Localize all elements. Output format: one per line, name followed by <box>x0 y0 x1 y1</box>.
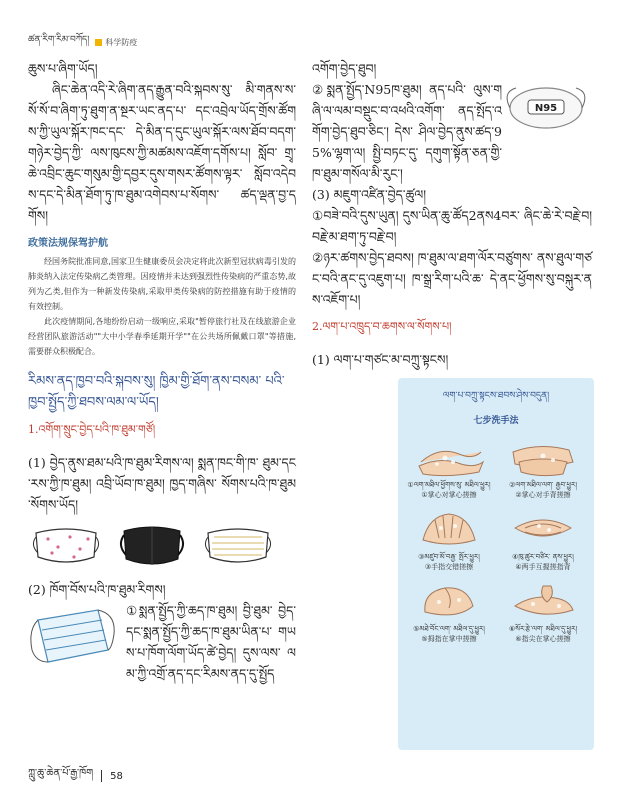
subsection-heading-masks: 1.འགོག་སྲུང་བྱེད་པའི་ཁ་ཐུམ་གཙོ། <box>28 423 156 436</box>
step-6-label: ⑥指尖在掌心搓擦 <box>515 635 571 643</box>
section-heading: རིམས་ནད་ཁྱབ་བའི་སྐབས་སུ། ཁྱིམ་གྱི་ཐོག་ནས་བསམ་ པའི་ཁྱབ་སྤྱོད་ཀྱི་ཐབས་ལམ་ལ་ཡོད། <box>28 374 285 410</box>
surgical-mask-description: ①སྨན་སྤྱོད་ཀྱི་ཆད་ཁ་ཐུམ། བྱི་ཐུམ་ བྱེད་དང་སྨན་སྤྱོད་ཀྱི་ཆད་ཁ་ཐུམ་ཡིན་པ་ གཡས་པ་ཁོག་ལོག་ཡོད་ཚེ་བྱེད། དུས་ལས་ ལམ་ཀྱི་འགྲོ་ནད་དང་རིམས་ནད་དུ་སྤྱོད <box>126 603 296 681</box>
knit-mask-icon <box>200 523 276 569</box>
handwash-step-6 <box>498 576 588 644</box>
step-4-tibetan: ④ཁུ་ཚུར་བཙིར་ ནས་ཕྱུར། <box>512 553 574 561</box>
handwash-step-1 <box>404 432 494 500</box>
left-paragraph-2: ཞིང་ཆེན་འདི་རེ་ཞིག་ནད་རྒྱུན་བའི་སྐབས་སུ་ མི་གནས་ས་སོ་སོ་བ་ཞིག་ཏུ་ཐུག་ན་སྔར་ཡང་ནད་པ་ དང་འབྲེལ་ཡོད་གྲོས་ཚོགས་ཀྱི་ཡུལ་སྐོར་ཁང་དང་ དེ་མིན་ད་དུང་ཡུལ་སྐོར་ལས་ཐོབ་བདག་གཉེར་བྱེད་ཀྱི་ ལས་ཁུངས་ཀྱི་མཚམས་འཇོག་དགོས་པ། སློབ་ གྲྭ་ཆེ་འབྲིང་ཆུང་གསུམ་གྱི་དབྱར་དུས་གསར་ཚོགས་ལྟར་ སློབ་འདེབས་དང་དེ་མིན་ཐོག་ཏུ་ཁ་ཐུམ་འགེབས་པ་སོགས་ ཚད་ལྡན་བྱ་དགོས། <box>28 82 296 223</box>
interlaced-fingers-icon <box>409 504 489 552</box>
handwash-title: 七步洗手法 <box>473 416 519 426</box>
subsection-heading-handwash: 2.ལག་པ་འཁྲུད་བ་ཆགས་ལ་སོགས་པ། <box>312 320 452 333</box>
step-1-tibetan: ①ལག་མཐིལ་ཕྱོགས་སུ་ མཐིལ་ཕྱུར། <box>407 481 491 489</box>
handwash-step-5 <box>404 576 494 644</box>
step-3-tibetan: ③མཛུབ་མོ་བརྒྱ་ སྤོར་ཕྱུར། <box>418 553 480 561</box>
left-column <box>28 58 296 684</box>
usage-item-1: ①བཟེ་བའི་དུས་ཡུན། དུས་ཡིན་ཆུ་ཚོད2ནས4བར་ ཞིང་ཆེ་རེ་བརྗེ་བ། བརྗེ་མ་ཐག་ཏུ་བརྗེ་བ། <box>312 208 592 244</box>
handwash-step-2 <box>498 432 588 500</box>
left-paragraph-1: ཆུས་པ་ཞིག་ཡོད། <box>28 61 98 76</box>
page-footer <box>28 762 123 790</box>
magazine-section-label: ཚན་རིག་རིམ་བཀོད། <box>28 35 90 45</box>
section-tag-label: 科学防疫 <box>105 38 138 47</box>
policy-paragraph-1: 经国务院批准同意,国家卫生健康委员会决定将此次新型冠状病毒引发的肺炎纳入法定传染病乙类管理。因疫情并未达到强烈性传染病的严重态势,故列为乙类,但作为一种新发传染病,采取甲类传染病的防控措施有助于疫情的有效控制。 <box>28 257 296 311</box>
step-6-tibetan: ⑥སོར་རྩེ་ལག་ མཐིལ་དུ་ཕྱུར། <box>508 625 578 633</box>
surgical-mask-block <box>28 600 296 684</box>
handwash-steps <box>398 426 594 650</box>
palm-to-palm-icon <box>409 432 489 480</box>
handwash-panel <box>398 378 594 750</box>
handwash-step-4 <box>498 504 588 572</box>
step-1-label: ①掌心对掌心搓擦 <box>421 491 477 499</box>
page-header <box>28 30 137 55</box>
step-2-label: ②掌心对手背搓擦 <box>515 491 571 499</box>
step-5-label: ⑤拇指在掌中搓擦 <box>421 635 477 643</box>
usage-item-2: ②ཉར་ཚགས་བྱེད་ཐབས། ཁ་ཐུམ་ལ་ཐག་ལོར་བཙུགས་ ནས་ཐུལ་གཙང་བའི་ནང་དུ་འཇུག་པ། ཁ་སྒྲ་རིག་པའི་ཆ་ དེ་ནང་ཕྱོགས་སུ་བསྐུར་ནས་འཇོག་པ། <box>312 250 592 307</box>
step-5-tibetan: ⑤མཐེ་བོང་ལག་ མཐིལ་དུ་ཕྱུར། <box>413 625 485 633</box>
fingertips-in-palm-icon <box>503 576 583 624</box>
step-2-tibetan: ②ལག་མཐིལ་ལག་ རྒྱབ་ཕྱུར། <box>509 481 577 489</box>
handwash-item: (1) ལག་པ་གཙང་མ་བཀྲུ་སྟངས། <box>312 352 449 367</box>
disposable-mask-item: (2) ཁོག་བོས་པའི་ཁ་ཐུམ་རིགས། <box>28 582 166 597</box>
policy-heading: 政策法规保驾护航 <box>28 238 108 249</box>
mask-illustrations <box>28 523 296 569</box>
n95-label: N95 <box>534 103 558 114</box>
handwash-title-tibetan: ལག་པ་བཀྲུ་སྟངས་ཐབས་ཤེས་བདུན། <box>442 391 550 401</box>
right-paragraph-1: འགོག་བྱེད་ཐུབ། <box>312 61 377 76</box>
interlocked-fingers-icon <box>503 504 583 552</box>
palm-over-back-icon <box>503 432 583 480</box>
footer-brand: ཀླུ་ཆུ་ཆེན་པོ་རྒྱ་ཁོག <box>28 768 94 779</box>
thumb-rub-icon <box>409 576 489 624</box>
n95-paragraph: ②སྨན་སྤྱོད་N95ཁ་ཐུམ། ནད་པའི་ ལུས་གཞི་ལ་ལམ་བསྡུང་བ་འཕའི་འགོག་ ནད་སྤོད་འགོག་བྱེད་ཐུབ་ཅིང་། དེས་ ཤིལ་བྱེད་ནུས་ཚད་95%་ལྷག་ལ། སྤྱི་བཏང་དུ་ དགུག་སྟོན་ཅན་གྱི་ཁ་ཐུམ་གསོལ་མི་རུང་། <box>312 82 502 181</box>
page-number: 58 <box>110 770 123 782</box>
step-4-label: ④两手互握搓指背 <box>515 563 571 571</box>
mask-types-item: (1) བྱེད་ནུས་ཐམ་པའི་ཁ་ཐུམ་རིགས་ལ། སྨན་ཁང་གི་ཁ་ ཐུམ་དང་རས་ཀྱི་ཁ་ཐུམ། འབྲི་ཡོབ་ཁ་ཐུམ། ཁྱད་གཞིས་ སོགས་པའི་ཁ་ཐུམ་སོགས་ཡོད། <box>28 455 296 512</box>
section-tag <box>95 37 137 48</box>
surgical-mask-icon <box>28 600 118 672</box>
handwash-step-3 <box>404 504 494 572</box>
footer-divider <box>101 770 102 782</box>
policy-paragraph-2: 此次疫情期间,各地纷纷启动一级响应,采取"暂停旅行社及在线旅游企业经营团队旅游活动""大中小学春季延期开学""在公共场所佩戴口罩"等措施,需要群众积极配合。 <box>28 317 296 356</box>
black-mask-icon <box>114 523 190 569</box>
step-3-label: ③手指交错搓擦 <box>424 563 474 571</box>
usage-heading: (3) མཇུག་འཛིན་བྱེད་ཚུལ། <box>312 187 426 202</box>
cloth-mask-icon <box>28 523 104 569</box>
n95-mask-icon <box>502 82 590 132</box>
tag-square-icon <box>95 39 102 46</box>
